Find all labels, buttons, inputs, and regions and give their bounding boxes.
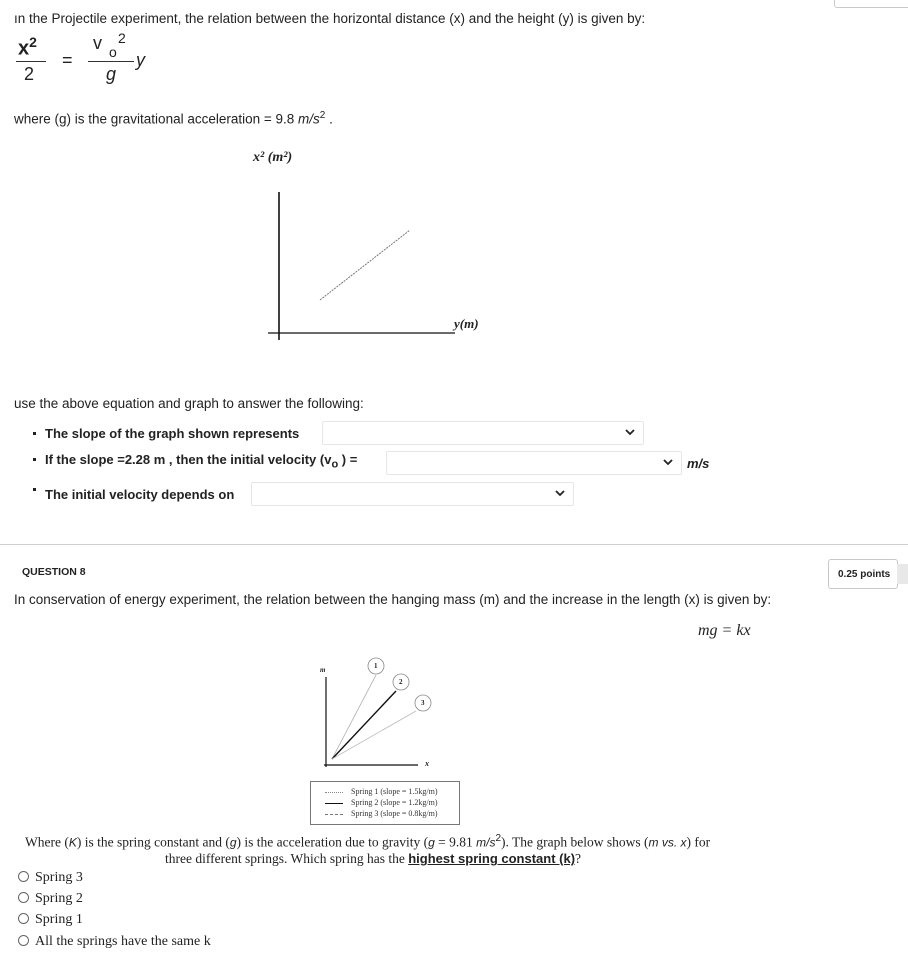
chevron-down-icon xyxy=(663,456,673,468)
eq-lhs-denominator: 2 xyxy=(24,64,35,84)
eq-rhs-denominator: g xyxy=(106,64,117,84)
bullet-1 xyxy=(33,432,36,435)
legend-item-2: Spring 2 (slope = 1.2kg/m) xyxy=(351,798,438,807)
option-spring-3[interactable]: Spring 3 xyxy=(18,870,83,886)
eq-rhs-numerator: v xyxy=(93,33,102,53)
eq-equals: = xyxy=(62,50,73,70)
eq-rhs-fraction-bar xyxy=(88,61,134,62)
option-all-same[interactable]: All the springs have the same k xyxy=(18,934,211,950)
question-text: In conservation of energy experiment, the relation between the hanging mass (m) and the increase in the length (x) is given by: xyxy=(14,592,772,607)
graph2-y-label: m xyxy=(320,666,326,674)
legend-item-1: Spring 1 (slope = 1.5kg/m) xyxy=(351,787,438,796)
graph1-data-line xyxy=(320,230,410,300)
subq3-label: The initial velocity depends on xyxy=(45,487,235,502)
instructions: use the above equation and graph to answer the following: xyxy=(14,396,364,411)
chevron-down-icon xyxy=(625,426,635,438)
eq-rhs-variable: y xyxy=(136,50,145,70)
subq3-select[interactable] xyxy=(251,482,574,506)
subq1-select[interactable] xyxy=(322,421,644,445)
intro-text: ın the Projectile experiment, the relation between the horizontal distance (x) and the height (y) is given by: xyxy=(14,11,646,26)
gravity-text: where (g) is the gravitational acceleration = 9.8 $m/s^2$ . xyxy=(14,110,333,127)
question-equation: mg = kx xyxy=(698,622,751,639)
bullet-3 xyxy=(33,488,36,491)
eq-lhs-fraction-bar xyxy=(16,61,46,62)
graph1-x-label: y(m) xyxy=(454,316,479,331)
graph2-x-label: x xyxy=(425,759,429,768)
legend-swatch-2 xyxy=(325,803,343,804)
bullet-2 xyxy=(33,458,36,461)
eq-lhs-numerator: $x^2$ xyxy=(18,34,37,60)
subq1-label: The slope of the graph shown represents xyxy=(45,426,300,441)
question-divider xyxy=(0,544,908,545)
option-spring-2[interactable]: Spring 2 xyxy=(18,891,83,907)
radio-button[interactable] xyxy=(18,913,29,924)
graph2-legend xyxy=(310,781,460,825)
eq-rhs-sup: 2 xyxy=(118,30,126,46)
chevron-down-icon xyxy=(555,487,565,499)
question-header: QUESTION 8 xyxy=(22,566,86,578)
marker-2-label: 2 xyxy=(399,678,403,686)
radio-button[interactable] xyxy=(18,935,29,946)
spring2-line xyxy=(332,691,396,759)
radio-button[interactable] xyxy=(18,892,29,903)
legend-item-3: Spring 3 (slope = 0.8kg/m) xyxy=(351,809,438,818)
graph2-plot xyxy=(318,655,448,775)
marker-3-label: 3 xyxy=(421,699,425,707)
subq2-label: If the slope =2.28 m , then the initial velocity ($v_o$ ) = xyxy=(45,452,358,471)
graph1-y-label: x² (m²) xyxy=(253,150,293,165)
radio-button[interactable] xyxy=(18,871,29,882)
top-points-box xyxy=(834,0,908,8)
points-tab xyxy=(897,564,908,584)
subq2-select[interactable] xyxy=(386,451,682,475)
points-badge: 0.25 points xyxy=(828,559,898,589)
question-body-line1: Where (K) is the spring constant and (g) is the acceleration due to gravity (g = 9.81 $m/s^2$). The graph below shows (m vs. x) for xyxy=(25,833,711,850)
legend-swatch-1 xyxy=(325,792,343,793)
subq2-unit: m/s xyxy=(687,456,710,471)
question-body-line2: three different springs. Which spring has the highest spring constant (k)? xyxy=(165,851,582,866)
option-spring-1[interactable]: Spring 1 xyxy=(18,912,83,928)
eq-rhs-sub: o xyxy=(109,44,117,60)
marker-1-label: 1 xyxy=(374,662,378,670)
legend-swatch-3 xyxy=(325,814,343,815)
